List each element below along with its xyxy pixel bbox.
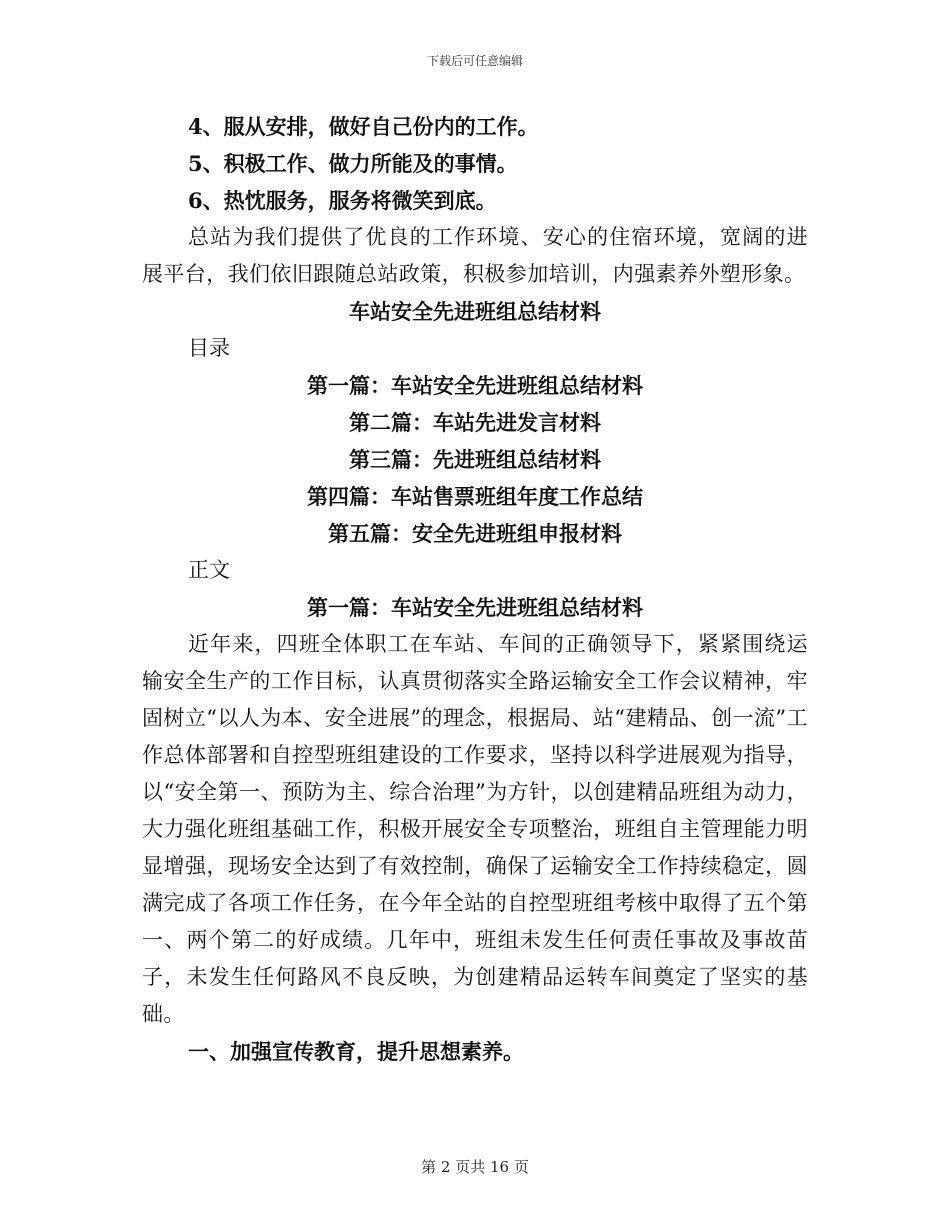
list-item-6: 6、热忱服务，服务将微笑到底。 bbox=[188, 188, 497, 213]
toc-item: 第一篇：车站安全先进班组总结材料 bbox=[307, 373, 643, 398]
body-paragraph: 近年来，四班全体职工在车站、车间的正确领导下，紧紧围绕运输安全生产的工作目标，认真贯彻落实全路运输安全工作会议精神，牢固树立“以人为本、安全进展”的理念，根据局、站“建精品、创一流”工作总体部署和自控型班组建设的工作要求，坚持以科学进展观为指导，以“安全第一、预防为主、综合治理”为方针，以创建精品班组为动力，大力强化班组基础工作，积极开展安全专项整治，班组自主管理能力明显增强，现场安全达到了有效控制，确保了运输安全工作持续稳定，圆满完成了各项工作任务，在今年全站的自控型班组考核中取得了五个第一、两个第二的好成绩。几年中，班组未发生任何责任事故及事故苗子，未发生任何路风不良反映，为创建精品运转车间奠定了坚实的基础。 bbox=[142, 632, 808, 1026]
toc-item: 第四篇：车站售票班组年度工作总结 bbox=[307, 484, 643, 509]
section-title: 第一篇：车站安全先进班组总结材料 bbox=[307, 595, 643, 620]
closing-paragraph: 总站为我们提供了优良的工作环境、安心的住宿环境，宽阔的进展平台，我们依旧跟随总站政策，积极参加培训，内强素养外塑形象。 bbox=[142, 225, 808, 286]
page-footer: 第 2 页共 16 页 bbox=[421, 1158, 529, 1176]
toc-item: 第二篇：车站先进发言材料 bbox=[349, 410, 601, 435]
toc-label: 目录 bbox=[188, 336, 230, 360]
page-header: 下载后可任意编辑 bbox=[426, 54, 523, 68]
toc-item: 第三篇：先进班组总结材料 bbox=[349, 447, 601, 472]
body-label: 正文 bbox=[188, 558, 230, 582]
document-body bbox=[142, 108, 808, 1070]
section-heading: 一、加强宣传教育，提升思想素养。 bbox=[188, 1039, 524, 1064]
list-item-5: 5、积极工作、做力所能及的事情。 bbox=[188, 151, 518, 176]
document-title: 车站安全先进班组总结材料 bbox=[349, 299, 601, 324]
toc-item: 第五篇：安全先进班组申报材料 bbox=[328, 521, 622, 546]
list-item-4: 4、服从安排，做好自己份内的工作。 bbox=[188, 114, 539, 139]
